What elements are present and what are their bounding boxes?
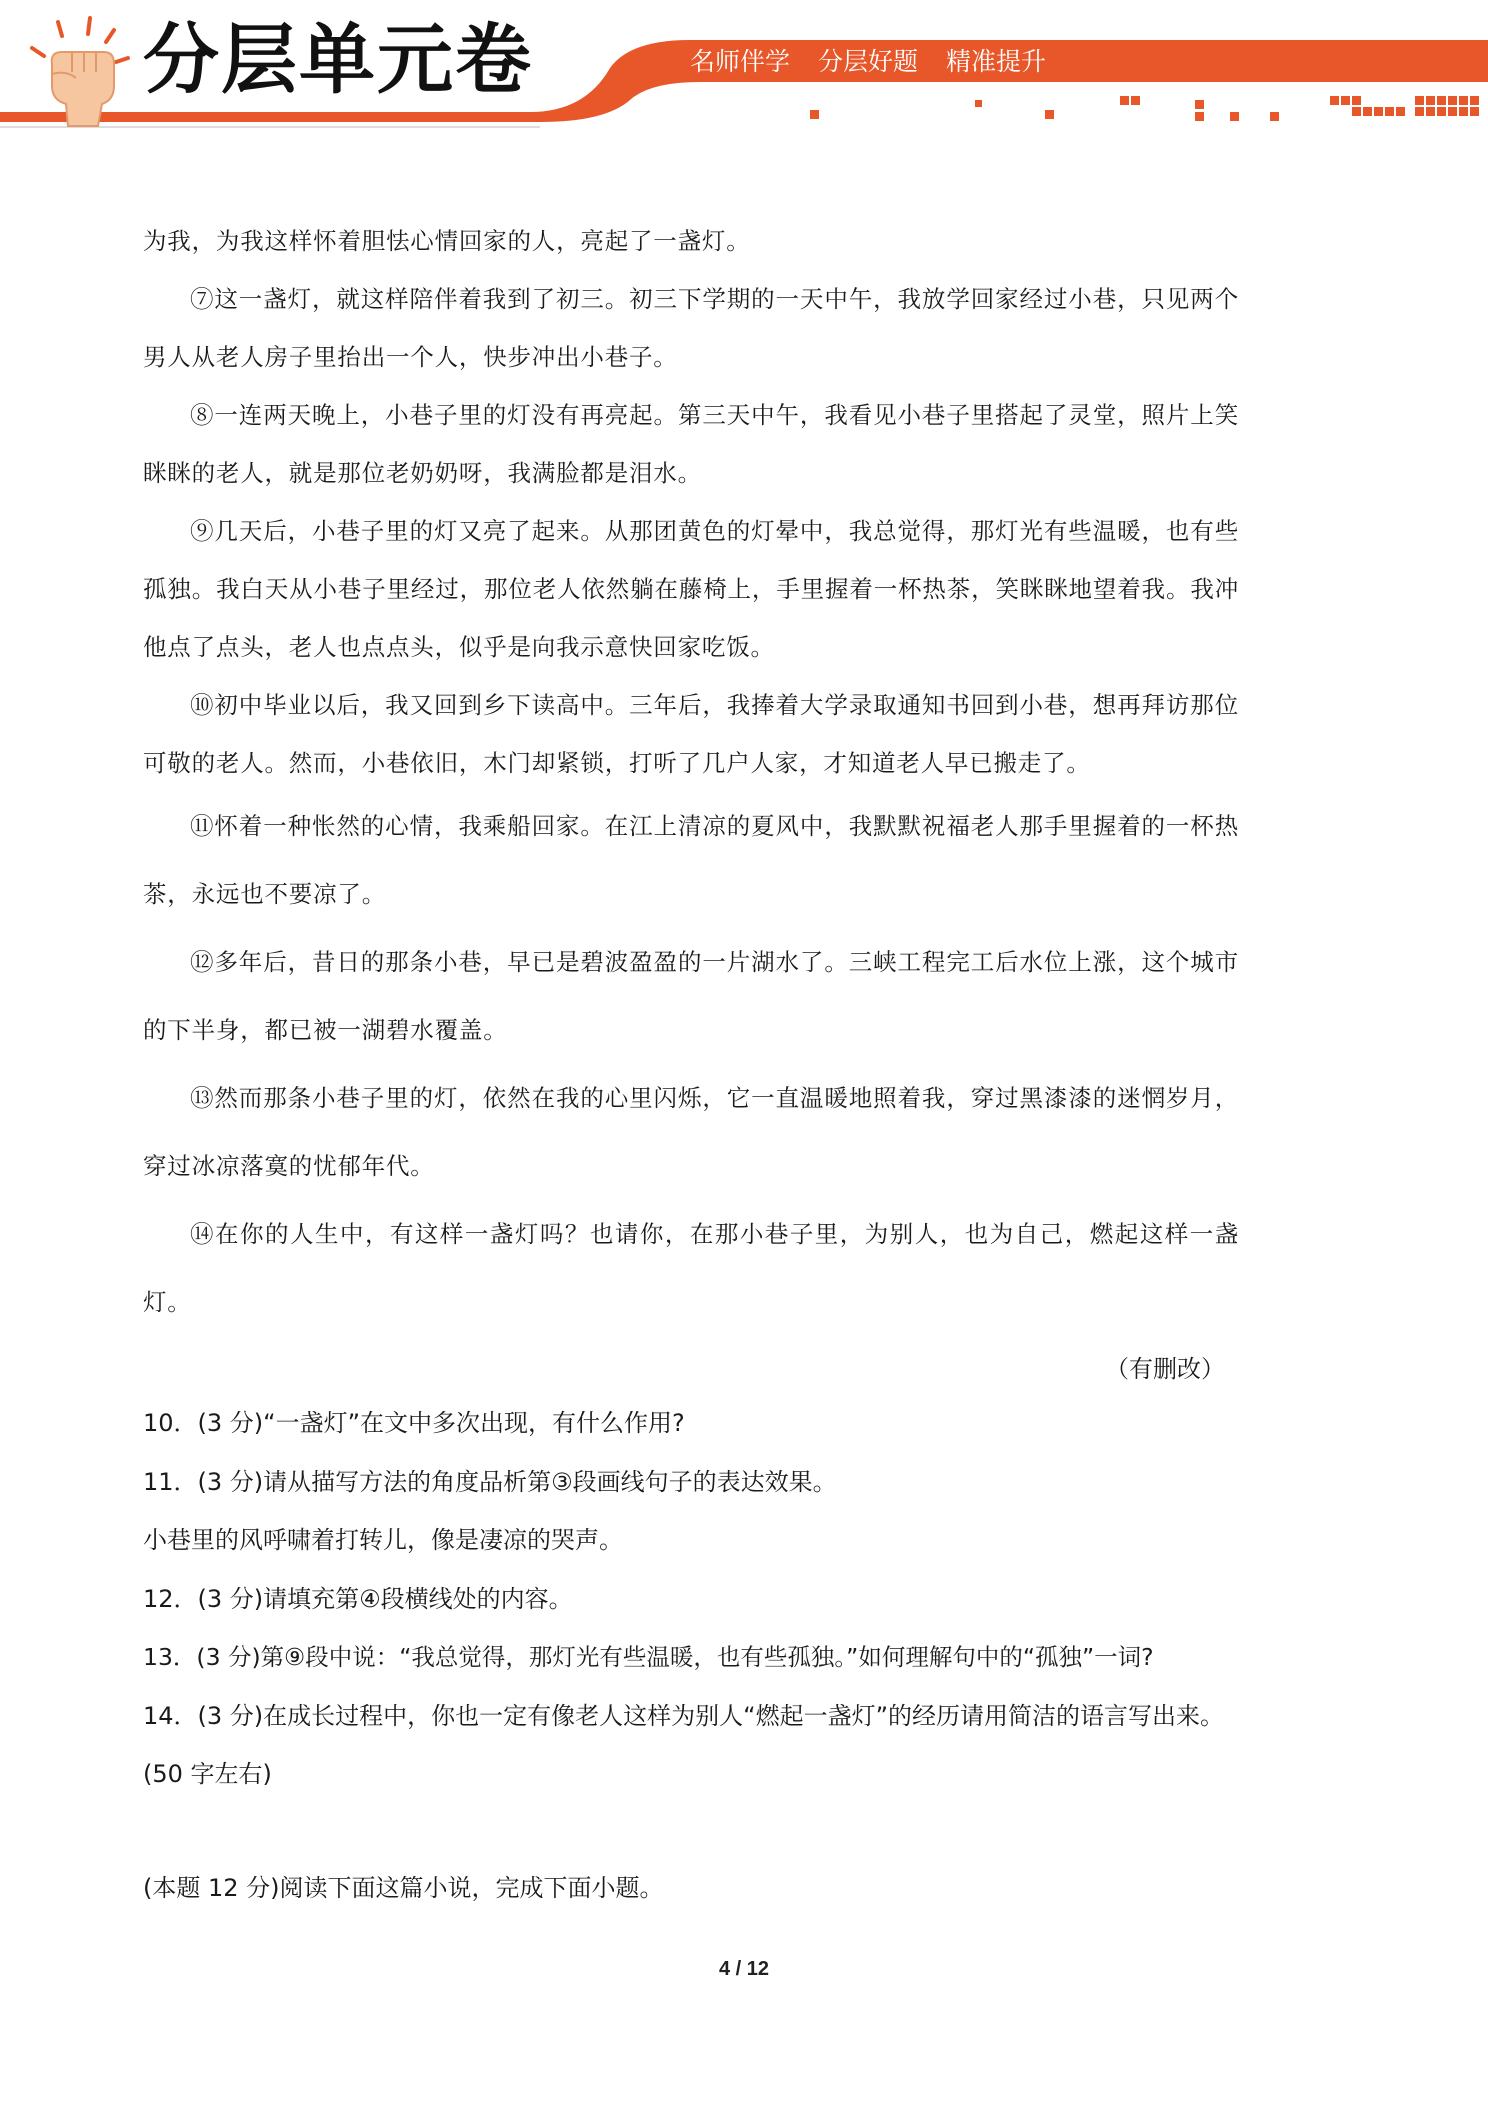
slogan <box>690 42 1046 82</box>
passage-paragraph-9: ⑨几天后，小巷子里的灯又亮了起来。从那团黄色的灯晕中，我总觉得，那灯光有些温暖，也有些孤独。我白天从小巷子里经过，那位老人依然躺在藤椅上，手里握着一杯热茶，笑眯眯地望着我。我冲他点了点头，老人也点点头，似乎是向我示意快回家吃饭。 <box>143 517 1239 661</box>
source-note: （有删改） <box>1105 1355 1225 1383</box>
passage-continuation-line: 为我，为我这样怀着胆怯心情回家的人，亮起了一盏灯。 <box>143 227 751 255</box>
raised-fist-icon <box>10 8 150 128</box>
page-header <box>0 0 1488 150</box>
brand-title: 分层单元卷 <box>143 15 533 104</box>
passage-paragraph-7: ⑦这一盏灯，就这样陪伴着我到了初三。初三下学期的一天中午，我放学回家经过小巷，只见两个男人从老人房子里抬出一个人，快步冲出小巷子。 <box>143 285 1239 371</box>
question-13: 13．(3 分)第⑨段中说：“我总觉得，那灯光有些温暖，也有些孤独。”如何理解句中的“孤独”一词? <box>143 1643 1154 1671</box>
question-10: 10．(3 分)“一盏灯”在文中多次出现，有什么作用? <box>143 1409 685 1437</box>
passage-paragraph-13: ⑬然而那条小巷子里的灯，依然在我的心里闪烁，它一直温暖地照着我，穿过黑漆漆的迷惘岁月，穿过冰凉落寞的忧郁年代。 <box>143 1084 1239 1180</box>
question-11: 11．(3 分)请从描写方法的角度品析第③段画线句子的表达效果。 <box>143 1467 837 1496</box>
page-number: 4 / 12 <box>718 1958 770 1980</box>
next-section-intro: (本题 12 分)阅读下面这篇小说，完成下面小题。 <box>143 1873 664 1902</box>
slogan-item: 分层好题 <box>818 47 919 76</box>
passage-paragraph-12: ⑫多年后，昔日的那条小巷，早已是碧波盈盈的一片湖水了。三峡工程完工后水位上涨，这个城市的下半身，都已被一湖碧水覆盖。 <box>143 948 1239 1044</box>
slogan-item: 名师伴学 <box>690 47 791 76</box>
question-11-quoted-sentence: 小巷里的风呼啸着打转儿，像是凄凉的哭声。 <box>143 1526 623 1554</box>
slogan-item: 精准提升 <box>946 47 1047 76</box>
passage-paragraph-8: ⑧一连两天晚上，小巷子里的灯没有再亮起。第三天中午，我看见小巷子里搭起了灵堂，照片上笑眯眯的老人，就是那位老奶奶呀，我满脸都是泪水。 <box>143 401 1239 487</box>
page-content <box>143 212 1239 1917</box>
question-12: 12．(3 分)请填充第④段横线处的内容。 <box>143 1584 573 1613</box>
passage-paragraph-10: ⑩初中毕业以后，我又回到乡下读高中。三年后，我捧着大学录取通知书回到小巷，想再拜访那位可敬的老人。然而，小巷依旧，木门却紧锁，打听了几户人家，才知道老人早已搬走了。 <box>143 691 1239 777</box>
question-14: 14．(3 分)在成长过程中，你也一定有像老人这样为别人“燃起一盏灯”的经历请用简洁的语言写出来。(50 字左右) <box>143 1701 1225 1788</box>
passage-paragraph-14: ⑭在你的人生中，有这样一盏灯吗？也请你，在那小巷子里，为别人，也为自己，燃起这样一盏灯。 <box>143 1220 1239 1316</box>
passage-paragraph-11: ⑪怀着一种怅然的心情，我乘船回家。在江上清凉的夏风中，我默默祝福老人那手里握着的一杯热茶，永远也不要凉了。 <box>143 812 1239 908</box>
